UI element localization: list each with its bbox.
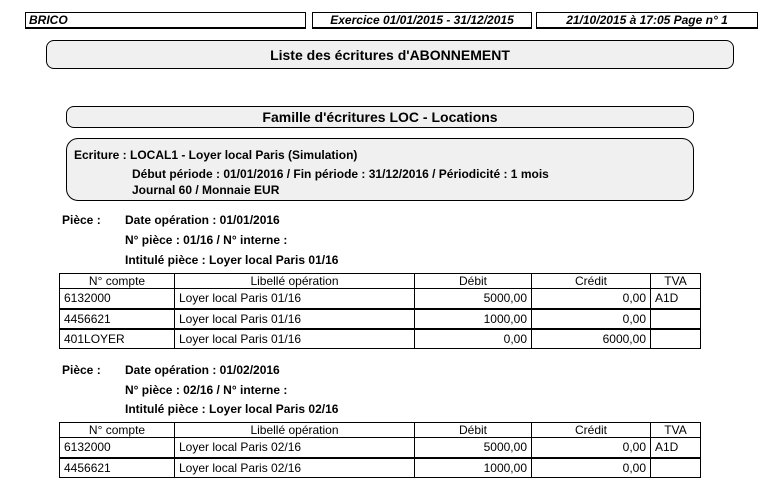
entry-info-box xyxy=(66,138,694,201)
table-row xyxy=(60,309,701,329)
col-tva-header: TVA xyxy=(651,274,701,289)
col-account-header: N° compte xyxy=(60,423,175,438)
col-debit-header: Débit xyxy=(415,274,532,289)
piece-label: Pièce : xyxy=(62,213,101,227)
cell-debit: 0,00 xyxy=(415,329,532,349)
table-header-row xyxy=(60,423,701,438)
cell-label: Loyer local Paris 02/16 xyxy=(175,438,415,458)
cell-account: 4456621 xyxy=(60,309,175,329)
entry-line-1: Ecriture : LOCAL1 - Loyer local Paris (Simulation) xyxy=(74,148,358,162)
cell-debit: 1000,00 xyxy=(415,309,532,329)
piece-date-operation: Date opération : 01/02/2016 xyxy=(125,363,280,377)
cell-label: Loyer local Paris 01/16 xyxy=(175,329,415,349)
piece-numbers: N° pièce : 01/16 / N° interne : xyxy=(125,233,288,247)
header-datetime-page: 21/10/2015 à 17:05 Page n° 1 xyxy=(536,12,758,29)
cell-label: Loyer local Paris 01/16 xyxy=(175,309,415,329)
cell-account: 6132000 xyxy=(60,438,175,458)
table-row xyxy=(60,289,701,309)
header-company: BRICO xyxy=(25,12,306,29)
cell-credit: 0,00 xyxy=(532,438,651,458)
col-label-header: Libellé opération xyxy=(175,274,415,289)
col-tva-header: TVA xyxy=(651,423,701,438)
cell-tva xyxy=(651,309,701,329)
cell-tva: A1D xyxy=(651,438,701,458)
cell-account: 4456621 xyxy=(60,458,175,478)
piece-label: Pièce : xyxy=(62,363,101,377)
piece-date-operation: Date opération : 01/01/2016 xyxy=(125,213,280,227)
piece-lines-table xyxy=(59,273,701,349)
cell-account: 401LOYER xyxy=(60,329,175,349)
family-title: Famille d'écritures LOC - Locations xyxy=(66,106,694,128)
piece-title: Intitulé pièce : Loyer local Paris 01/16 xyxy=(125,253,339,267)
cell-account: 6132000 xyxy=(60,289,175,309)
report-title: Liste des écritures d'ABONNEMENT xyxy=(46,40,734,69)
cell-label: Loyer local Paris 01/16 xyxy=(175,289,415,309)
cell-credit: 0,00 xyxy=(532,309,651,329)
table-row xyxy=(60,329,701,349)
cell-credit: 6000,00 xyxy=(532,329,651,349)
piece-numbers: N° pièce : 02/16 / N° interne : xyxy=(125,383,288,397)
cell-debit: 5000,00 xyxy=(415,438,532,458)
table-row xyxy=(60,438,701,458)
entry-line-2: Début période : 01/01/2016 / Fin période : 31/12/2016 / Périodicité : 1 mois xyxy=(132,167,549,181)
cell-credit: 0,00 xyxy=(532,458,651,478)
entry-line-3: Journal 60 / Monnaie EUR xyxy=(132,183,280,197)
col-debit-header: Débit xyxy=(415,423,532,438)
cell-debit: 5000,00 xyxy=(415,289,532,309)
cell-debit: 1000,00 xyxy=(415,458,532,478)
cell-credit: 0,00 xyxy=(532,289,651,309)
cell-tva: A1D xyxy=(651,289,701,309)
cell-tva xyxy=(651,329,701,349)
col-account-header: N° compte xyxy=(60,274,175,289)
header-exercise: Exercice 01/01/2015 - 31/12/2015 xyxy=(312,12,532,29)
piece-title: Intitulé pièce : Loyer local Paris 02/16 xyxy=(125,402,339,416)
piece-lines-table xyxy=(59,422,701,478)
cell-label: Loyer local Paris 02/16 xyxy=(175,458,415,478)
col-credit-header: Crédit xyxy=(532,423,651,438)
col-label-header: Libellé opération xyxy=(175,423,415,438)
col-credit-header: Crédit xyxy=(532,274,651,289)
table-header-row xyxy=(60,274,701,289)
